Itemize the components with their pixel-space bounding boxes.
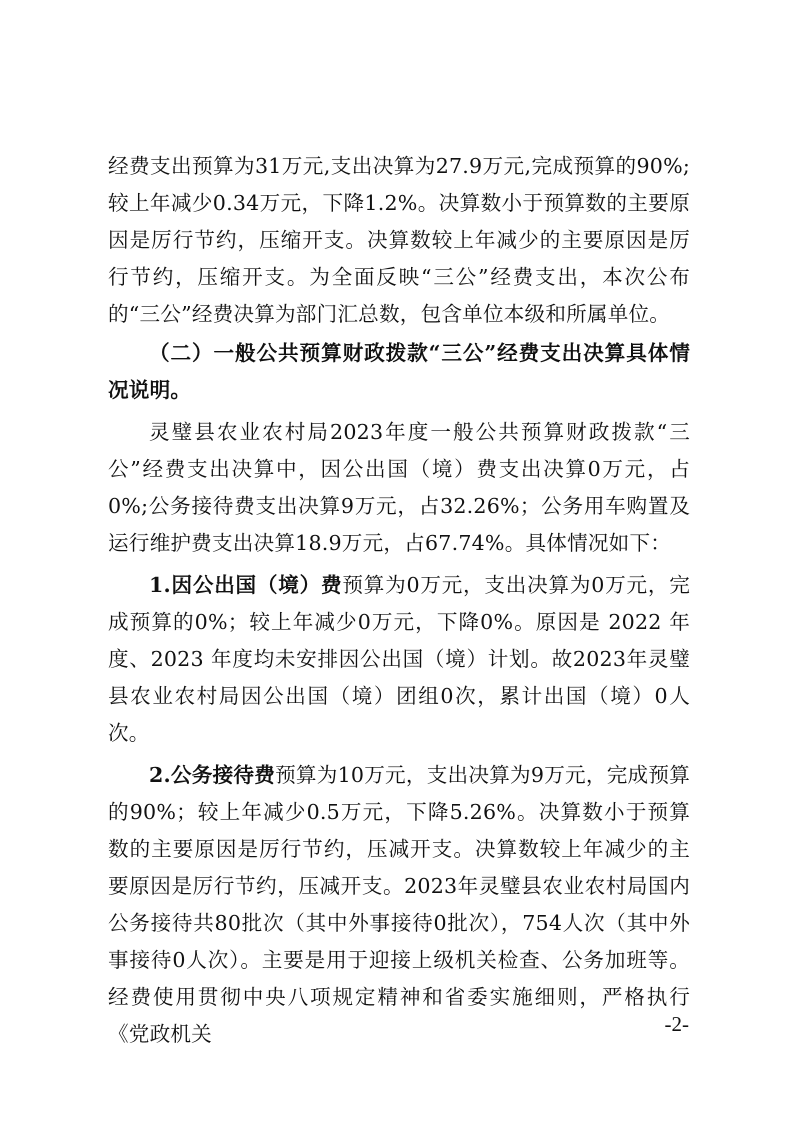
overseas-travel-expenses-text: 预算为0万元，支出决算为0万元，完成预算的0%；较上年减少0万元，下降0%。原因是 2022 年度、2023 年度均未安排因公出国（境）计划。故2023年灵璧县农业农村局因公出国（境）团组0次，累计出国（境）0人次。 xyxy=(108,573,690,745)
document-page xyxy=(108,148,690,1053)
official-reception-expenses-text: 预算为10万元，支出决算为9万元，完成预算的90%；较上年减少0.5万元，下降5.26%。决算数小于预算数的主要原因是厉行节约，压减开支。决算数较上年减少的主要原因是厉行节约，压减开支。2023年灵璧县农业农村局国内公务接待共80批次（其中外事接待0批次），754人次（其中外事接待0人次）。主要是用于迎接上级机关检查、公务加班等。经费使用贯彻中央八项规定精神和省委实施细则，严格执行《党政机关 xyxy=(108,763,690,1046)
section-heading-general-public-budget-details: （二）一般公共预算财政拨款“三公”经费支出决算具体情况说明。 xyxy=(108,341,690,402)
body-paragraph-final-accounts-breakdown: 灵璧县农业农村局2023年度一般公共预算财政拨款“三公”经费支出决算中，因公出国（境）费支出决算0万元，占0%;公务接待费支出决算9万元，占32.26%；公务用车购置及运行维护费支出决算18.9万元，占67.74%。具体情况如下： xyxy=(108,420,690,555)
body-paragraph-overseas-travel-expenses xyxy=(108,567,690,752)
body-paragraph-three-public-expenses-summary: 经费支出预算为31万元,支出决算为27.9万元,完成预算的90%;较上年减少0.34万元，下降1.2%。决算数小于预算数的主要原因是厉行节约，压缩开支。决算数较上年减少的主要原因是厉行节约，压缩开支。为全面反映“三公”经费支出，本次公布的“三公”经费决算为部门汇总数，包含单位本级和所属单位。 xyxy=(108,154,690,326)
official-reception-expenses-heading: 2.公务接待费 xyxy=(149,763,276,787)
body-paragraph-official-reception-expenses xyxy=(108,757,690,1053)
page-number: -2- xyxy=(664,1012,689,1036)
overseas-travel-expenses-heading: 1.因公出国（境）费 xyxy=(149,573,343,597)
